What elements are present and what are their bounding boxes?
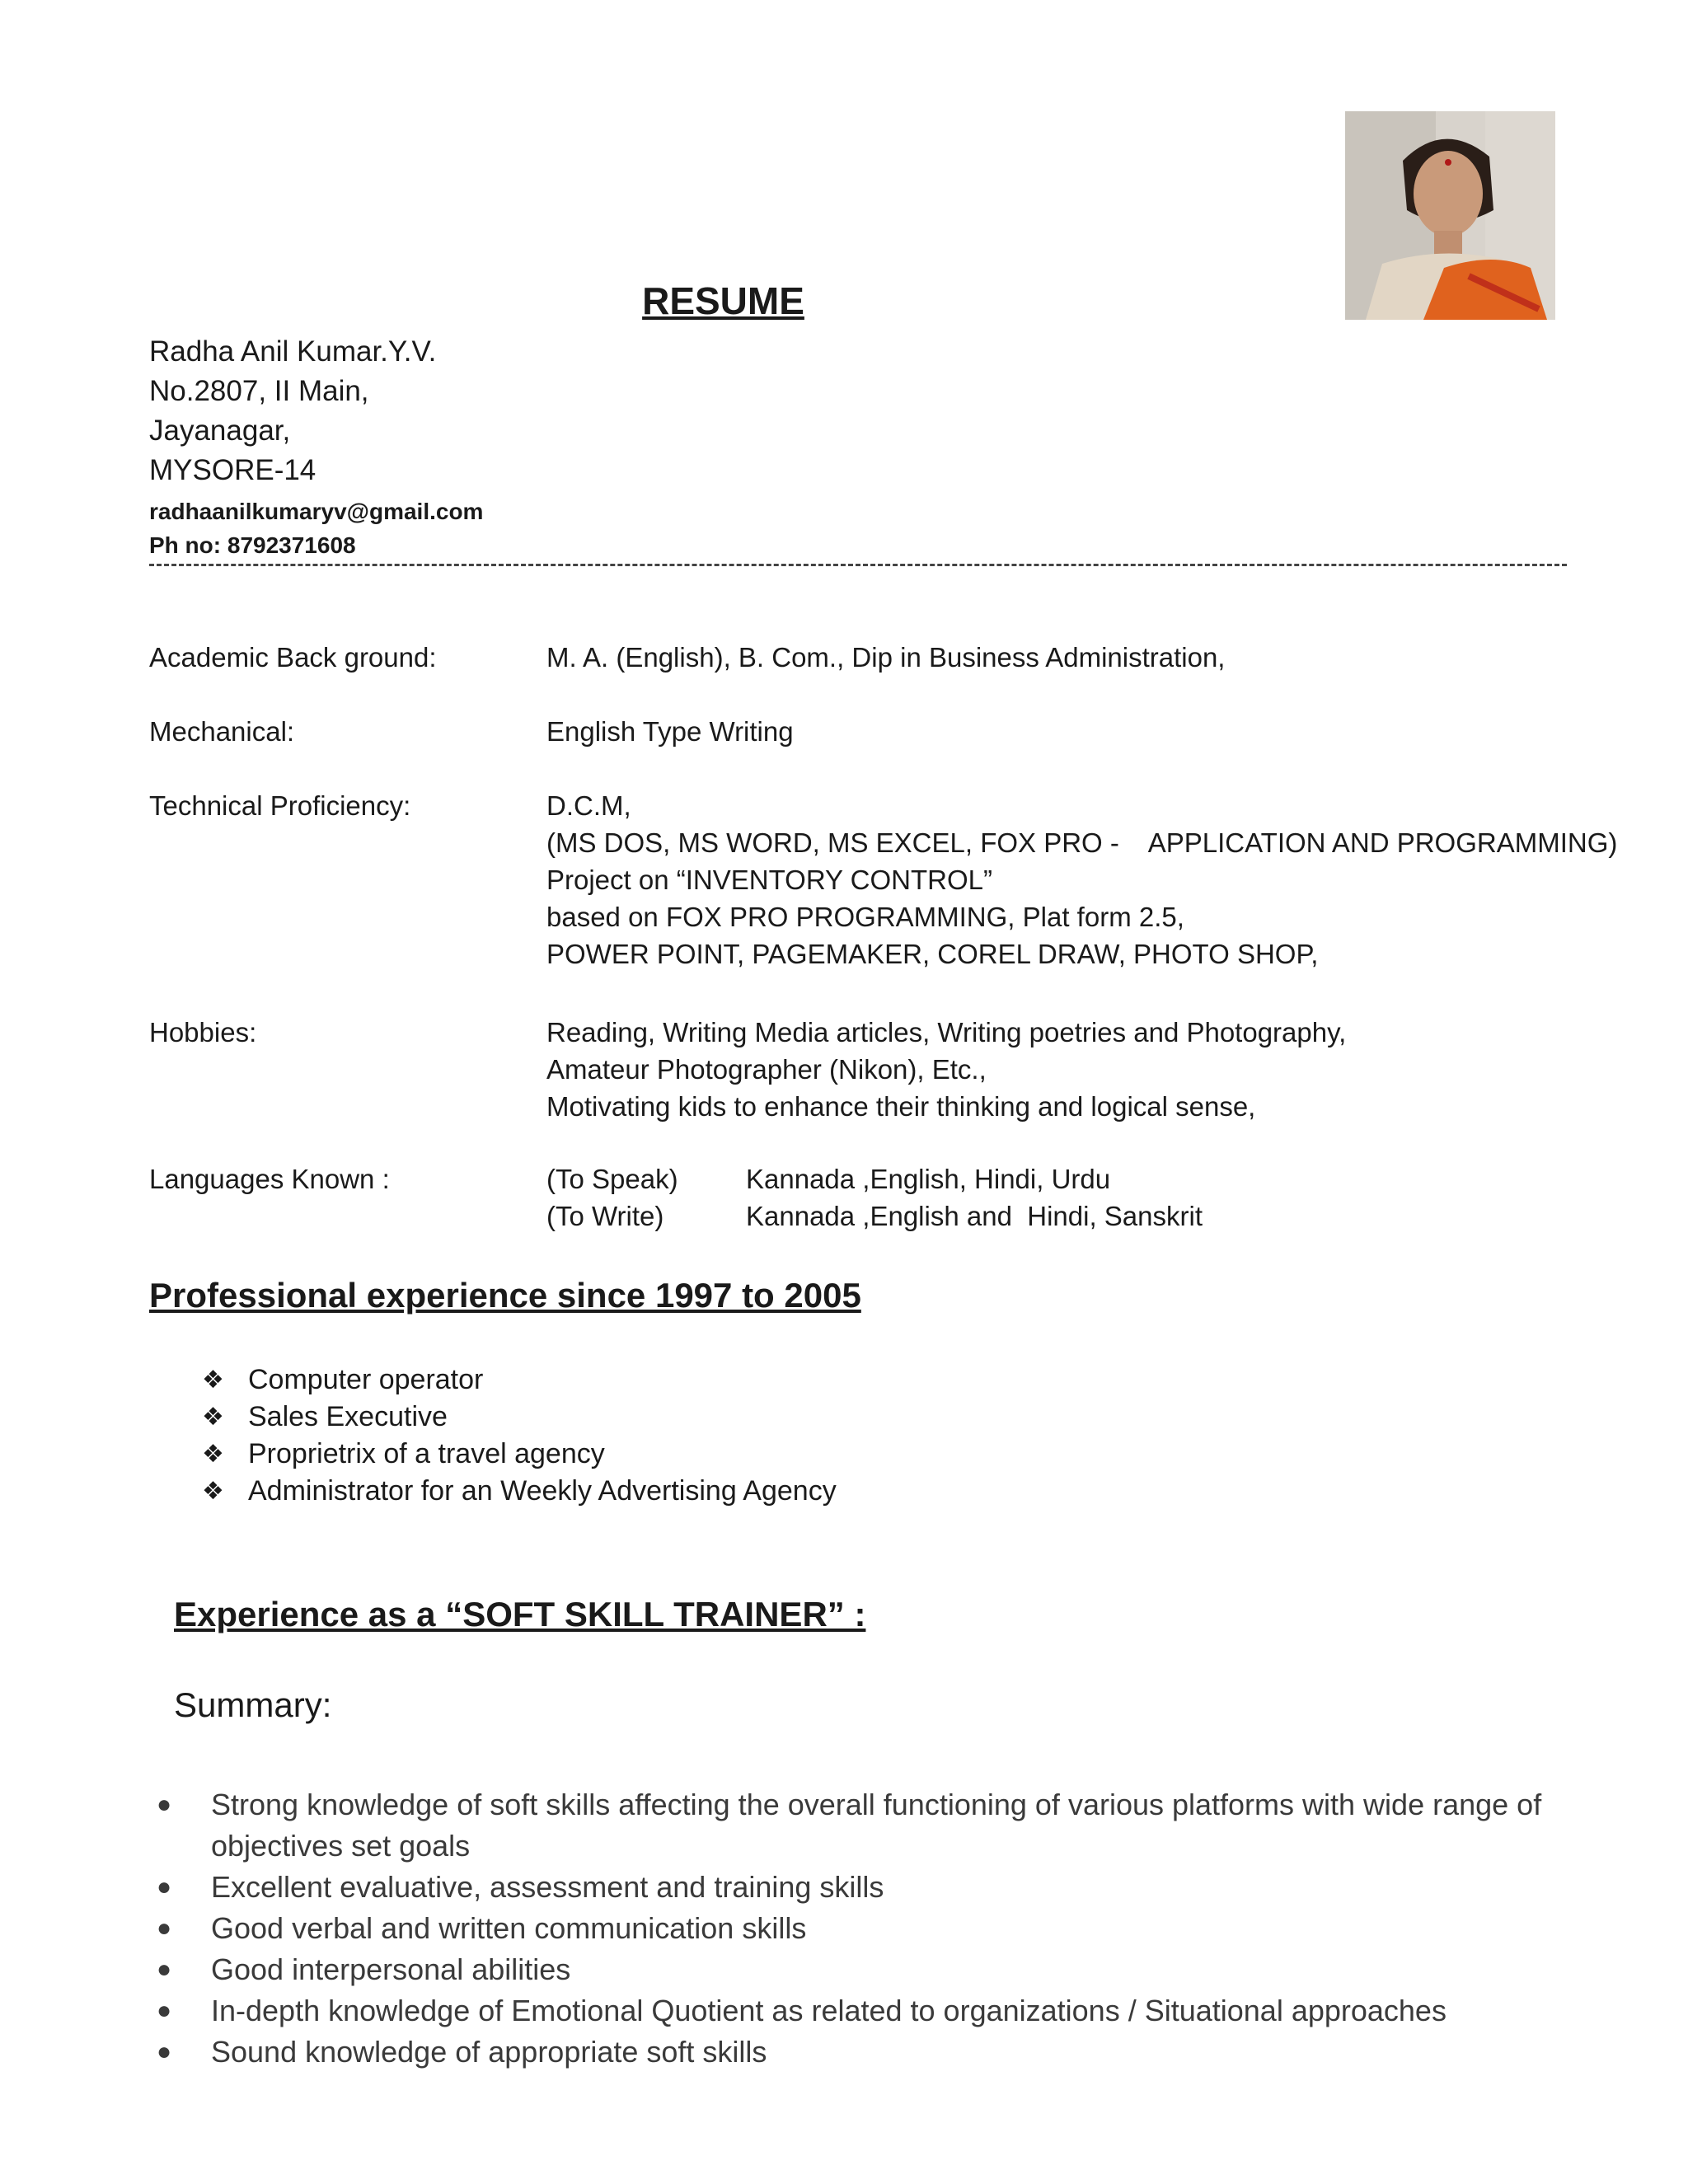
technical-line-2: (MS DOS, MS WORD, MS EXCEL, FOX PRO - APPLICATION AND PROGRAMMING)	[546, 827, 1618, 858]
language-list-speak: Kannada ,English, Hindi, Urdu	[746, 1164, 1111, 1194]
list-item	[157, 1784, 1566, 1867]
list-item	[202, 1361, 837, 1399]
section-divider	[149, 564, 1567, 566]
list-item	[157, 1949, 1566, 1990]
list-item-text: Excellent evaluative, assessment and training skills	[211, 1870, 884, 1904]
list-item	[157, 1867, 1566, 1908]
list-item-text: Strong knowledge of soft skills affecting the overall functioning of various platforms with wide range of objectives set goals	[211, 1788, 1542, 1863]
hobbies-label: Hobbies:	[149, 1017, 257, 1047]
diamond-bullet-icon: ❖	[202, 1478, 224, 1505]
list-item-text: Sales Executive	[248, 1401, 448, 1432]
address-line-3: MYSORE-14	[149, 454, 316, 486]
list-item-text: Computer operator	[248, 1364, 484, 1395]
academic-label: Academic Back ground:	[149, 642, 437, 673]
resume-title: RESUME	[642, 279, 804, 322]
diamond-bullet-icon: ❖	[202, 1366, 224, 1394]
technical-line-5: POWER POINT, PAGEMAKER, COREL DRAW, PHOTO SHOP,	[546, 939, 1319, 969]
technical-label: Technical Proficiency:	[149, 790, 411, 821]
contact-phone: Ph no: 8792371608	[149, 532, 356, 558]
technical-line-4: based on FOX PRO PROGRAMMING, Plat form 2.5,	[546, 902, 1184, 932]
language-mode-speak: (To Speak)	[546, 1164, 678, 1194]
languages-label: Languages Known :	[149, 1164, 390, 1194]
round-bullet-icon: ●	[157, 1915, 172, 1942]
technical-line-3: Project on “INVENTORY CONTROL”	[546, 865, 992, 895]
hobbies-line-3: Motivating kids to enhance their thinking and logical sense,	[546, 1091, 1256, 1122]
list-item	[202, 1473, 837, 1510]
round-bullet-icon: ●	[157, 1791, 172, 1818]
list-item	[157, 1990, 1566, 2032]
language-list-write: Kannada ,English and Hindi, Sanskrit	[746, 1201, 1203, 1231]
hobbies-line-1: Reading, Writing Media articles, Writing poetries and Photography,	[546, 1017, 1347, 1047]
round-bullet-icon: ●	[157, 1956, 172, 1983]
summary-list	[157, 1784, 1566, 2073]
hobbies-line-2: Amateur Photographer (Nikon), Etc.,	[546, 1054, 987, 1085]
list-item	[202, 1436, 837, 1473]
list-item-text: Administrator for an Weekly Advertising Agency	[248, 1475, 837, 1507]
contact-email: radhaanilkumaryv@gmail.com	[149, 499, 484, 524]
list-item	[157, 2032, 1566, 2073]
language-mode-write: (To Write)	[546, 1201, 664, 1231]
summary-label: Summary:	[174, 1685, 332, 1724]
list-item-text: Proprietrix of a travel agency	[248, 1438, 605, 1469]
diamond-bullet-icon: ❖	[202, 1441, 224, 1468]
list-item	[202, 1399, 837, 1436]
round-bullet-icon: ●	[157, 1997, 172, 2024]
professional-heading: Professional experience since 1997 to 2005	[149, 1276, 861, 1315]
list-item-text: Good verbal and written communication skills	[211, 1911, 807, 1945]
list-item-text: In-depth knowledge of Emotional Quotient as related to organizations / Situational approaches	[211, 1994, 1447, 2027]
round-bullet-icon: ●	[157, 2038, 172, 2065]
soft-skill-heading: Experience as a “SOFT SKILL TRAINER” :	[174, 1595, 866, 1633]
list-item-text: Good interpersonal abilities	[211, 1952, 571, 1986]
list-item	[157, 1908, 1566, 1949]
professional-list	[202, 1361, 837, 1510]
academic-value: M. A. (English), B. Com., Dip in Business Administration,	[546, 642, 1226, 673]
address-line-1: No.2807, II Main,	[149, 375, 369, 407]
address-line-2: Jayanagar,	[149, 415, 291, 447]
round-bullet-icon: ●	[157, 1873, 172, 1900]
mechanical-label: Mechanical:	[149, 716, 295, 747]
mechanical-value: English Type Writing	[546, 716, 794, 747]
list-item-text: Sound knowledge of appropriate soft skills	[211, 2035, 767, 2069]
diamond-bullet-icon: ❖	[202, 1404, 224, 1431]
technical-line-1: D.C.M,	[546, 790, 631, 821]
contact-name: Radha Anil Kumar.Y.V.	[149, 335, 437, 368]
